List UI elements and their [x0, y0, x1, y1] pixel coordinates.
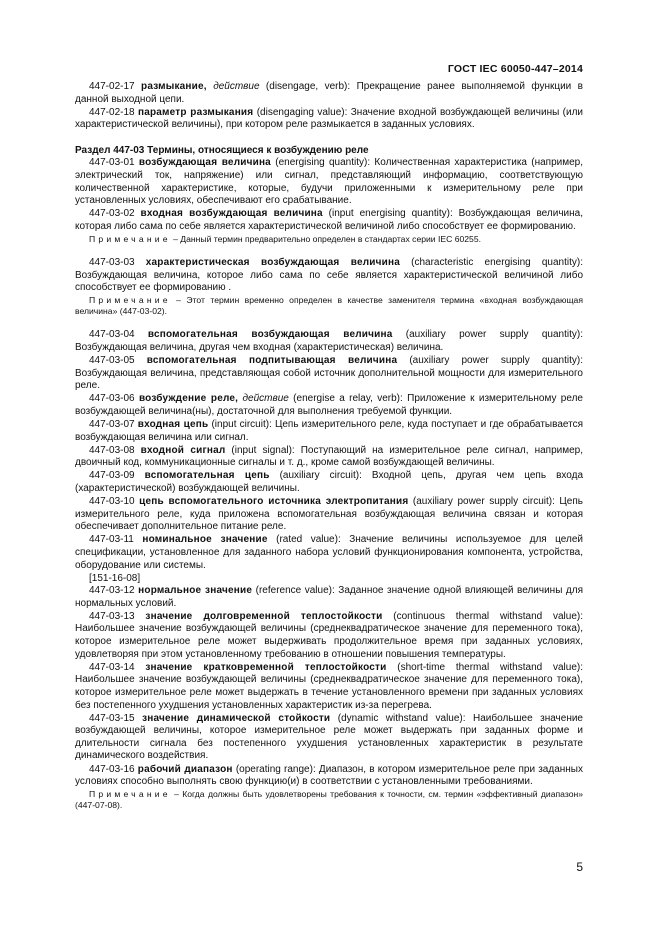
- term-name: вспомогательная возбуждающая величина: [147, 329, 393, 341]
- entries-group-b: [75, 157, 583, 233]
- term-code: 447-03-16: [89, 763, 135, 775]
- term-name: входной сигнал: [140, 444, 226, 456]
- term-entry: [75, 662, 583, 712]
- note-3: [75, 789, 583, 811]
- entries-group-a: [75, 81, 583, 132]
- term-definition: (auxiliary circuit): Входной цепь, другая чем цепь входа (характеристической) возбуждающей величины.: [75, 470, 584, 494]
- term-code: 447-03-01: [89, 157, 135, 169]
- note-text: – Этот термин временно определен в качестве заменителя термина «входная возбуждающая величина» (447-03-02).: [75, 295, 583, 317]
- document-body: [75, 81, 583, 811]
- term-code: 447-03-15: [89, 712, 135, 724]
- entries-group-d: [75, 329, 583, 572]
- note-label: Примечание: [89, 295, 171, 306]
- note-1: [75, 234, 583, 245]
- term-name: цепь вспомогательного источника электропитания: [139, 496, 409, 508]
- term-entry: [75, 585, 583, 610]
- term-definition: (characteristic energising quantity): Возбуждающая величина, которое либо сама по себе является характеристической величиной либо способствует ее формированию .: [75, 257, 583, 294]
- note-label: Примечание: [89, 234, 171, 245]
- term-name: вспомогательная подпитывающая величина: [146, 355, 398, 366]
- term-entry: [75, 419, 583, 444]
- term-code: 447-03-13: [89, 610, 135, 622]
- term-code: 447-03-07: [89, 418, 135, 430]
- term-code: 447-03-12: [89, 585, 135, 597]
- term-code: 447-03-14: [89, 661, 135, 673]
- term-entry: [75, 496, 583, 534]
- term-definition: (energise a relay, verb): Приложение к измерительному реле возбуждающей величина(ны), достаточной для выполнения требуемой функции.: [75, 393, 583, 417]
- term-name: значение динамической стойкости: [142, 712, 331, 724]
- term-name: номинальное значение: [142, 534, 268, 546]
- entries-group-e: [75, 585, 583, 789]
- term-entry: [75, 534, 583, 572]
- term-code: 447-03-03: [89, 257, 135, 269]
- term-name: характеристическая возбуждающая величина: [145, 257, 400, 269]
- term-entry: [75, 157, 583, 207]
- term-definition: (energising quantity): Количественная характеристика (например, электрический ток, напряжение) или сигнал, представляющий информацию, соответствующую количественной характеристике, которые, будучи приложенными к измерительному реле при установленных условиях, обеспечивают его срабатывание.: [75, 157, 584, 207]
- term-definition: (operating range): Диапазон, в котором измерительное реле при заданных условиях способно выполнять свою функцию(и) в соответствии с установленными требованиями.: [75, 763, 583, 788]
- term-definition: (auxiliary power supply quantity): Возбуждающая величина, представляющая собой источник дополнительной мощности для измерительного реле.: [75, 355, 583, 392]
- term-definition: (auxiliary power supply circuit): Цепь измерительного реле, куда приложена вспомогательная возбуждающая величина связан и которая обеспечивает дополнительное питание реле.: [75, 496, 583, 533]
- term-entry: [75, 470, 583, 495]
- term-name: значение кратковременной теплостойкости: [145, 661, 387, 673]
- spacer: [75, 245, 583, 257]
- term-definition: (input circuit): Цепь измерительного реле, куда поступает и где обрабатывается возбуждающая величина или сигнал.: [75, 418, 583, 443]
- term-entry: [75, 764, 583, 789]
- term-code: 447-03-08: [89, 444, 135, 456]
- term-name: входная возбуждающая величина: [140, 208, 323, 220]
- note-2: [75, 295, 583, 317]
- term-definition: (auxiliary power supply quantity): Возбуждающая величина, другая чем входная (характеристическая) величина.: [75, 329, 583, 353]
- term-qualifier: действие: [242, 393, 289, 405]
- term-definition: (short-time thermal withstand value): Наибольшее значение возбуждающей величины (среднеквадратическое значение для переменного тока), которое измерительное реле может выдержать в течение установленного времени при заданных условиях без постепенного ухудшения установленных характеристик из-за перегрева.: [75, 661, 583, 711]
- term-code: 447-02-18: [89, 106, 135, 118]
- term-definition: (reference value): Заданное значение одной влияющей величины для нормальных условий.: [75, 585, 584, 609]
- term-name: возбуждение реле,: [138, 393, 239, 405]
- term-name: параметр размыкания: [137, 106, 254, 118]
- note-text: – Данный термин предварительно определен в стандартах серии IEC 60255.: [170, 234, 481, 245]
- term-code: 447-03-06: [89, 393, 135, 405]
- term-definition: (input energising quantity): Возбуждающая величина, которая либо сама по себе является характеристической величиной либо способствует ее формированию.: [75, 208, 583, 232]
- note-label: Примечание: [89, 789, 171, 800]
- term-entry: [75, 713, 583, 763]
- term-code: 447-03-09: [89, 470, 135, 482]
- page-header: ГОСТ IEC 60050-447–2014: [447, 63, 583, 75]
- term-name: размыкание,: [141, 81, 207, 92]
- term-name: значение долговременной теплостойкости: [145, 610, 383, 622]
- term-definition: (disengage, verb): Прекращение ранее выполняемой функции в данной выходной цепи.: [75, 81, 583, 105]
- term-definition: (disengaging value): Значение входной возбуждающей величины (или характеристической величины), при котором реле размыкается в заданных условиях.: [75, 106, 583, 131]
- page-number: 5: [576, 860, 583, 874]
- term-qualifier: действие: [213, 81, 260, 92]
- term-code: 447-03-05: [89, 355, 135, 366]
- term-name: входная цепь: [137, 418, 209, 430]
- entries-group-c: [75, 257, 583, 295]
- term-entry: [75, 329, 583, 354]
- term-name: нормальное значение: [138, 585, 253, 597]
- term-definition: (input signal): Поступающий на измерительное реле сигнал, например, двоичный код, коммуникационные сигналы и т. д., кроме самой возбуждающей величины.: [75, 444, 584, 469]
- term-name: возбуждающая величина: [138, 157, 271, 169]
- term-entry: [75, 208, 583, 233]
- term-entry: [75, 257, 583, 295]
- term-definition: (dynamic withstand value): Наибольшее значение возбуждающей величины, которое измерительное реле может выдержать при заданных форме и длительности сигнала без постепенного ухудшения установленных характеристик в результате динамического воздействия.: [75, 712, 583, 762]
- term-entry: [75, 611, 583, 661]
- term-code: 447-03-02: [89, 208, 135, 220]
- term-code: 447-02-17: [89, 81, 135, 92]
- reference-line: [151-16-08]: [89, 572, 141, 584]
- spacer: [75, 317, 583, 329]
- term-entry: [75, 393, 583, 418]
- term-entry: [75, 355, 583, 393]
- term-definition: (rated value): Значение величины используемое для целей спецификации, установленное для заданного набора условий функционирования компонента, устройства, оборудование или системы.: [75, 534, 584, 571]
- section-title: Раздел 447-03 Термины, относящиеся к возбуждению реле: [75, 144, 369, 156]
- term-entry: [75, 81, 583, 106]
- term-code: 447-03-10: [89, 496, 135, 508]
- term-code: 447-03-04: [89, 329, 135, 341]
- term-name: рабочий диапазон: [137, 763, 233, 775]
- term-definition: (continuous thermal withstand value): Наибольшее значение возбуждающей величины (среднеквадратическое значение для переменного тока), которое измерительное реле может выдерживать продолжительное время при заданных условиях, удовлетворяя при этом установленному требованию в отношении повышения температуры.: [75, 610, 584, 660]
- term-code: 447-03-11: [89, 534, 134, 546]
- term-entry: [75, 107, 583, 132]
- term-name: вспомогательная цепь: [144, 470, 270, 482]
- note-text: – Когда должны быть удовлетворены требования к точности, см. термин «эффективный диапазон» (447-07-08).: [75, 789, 583, 811]
- term-entry: [75, 445, 583, 470]
